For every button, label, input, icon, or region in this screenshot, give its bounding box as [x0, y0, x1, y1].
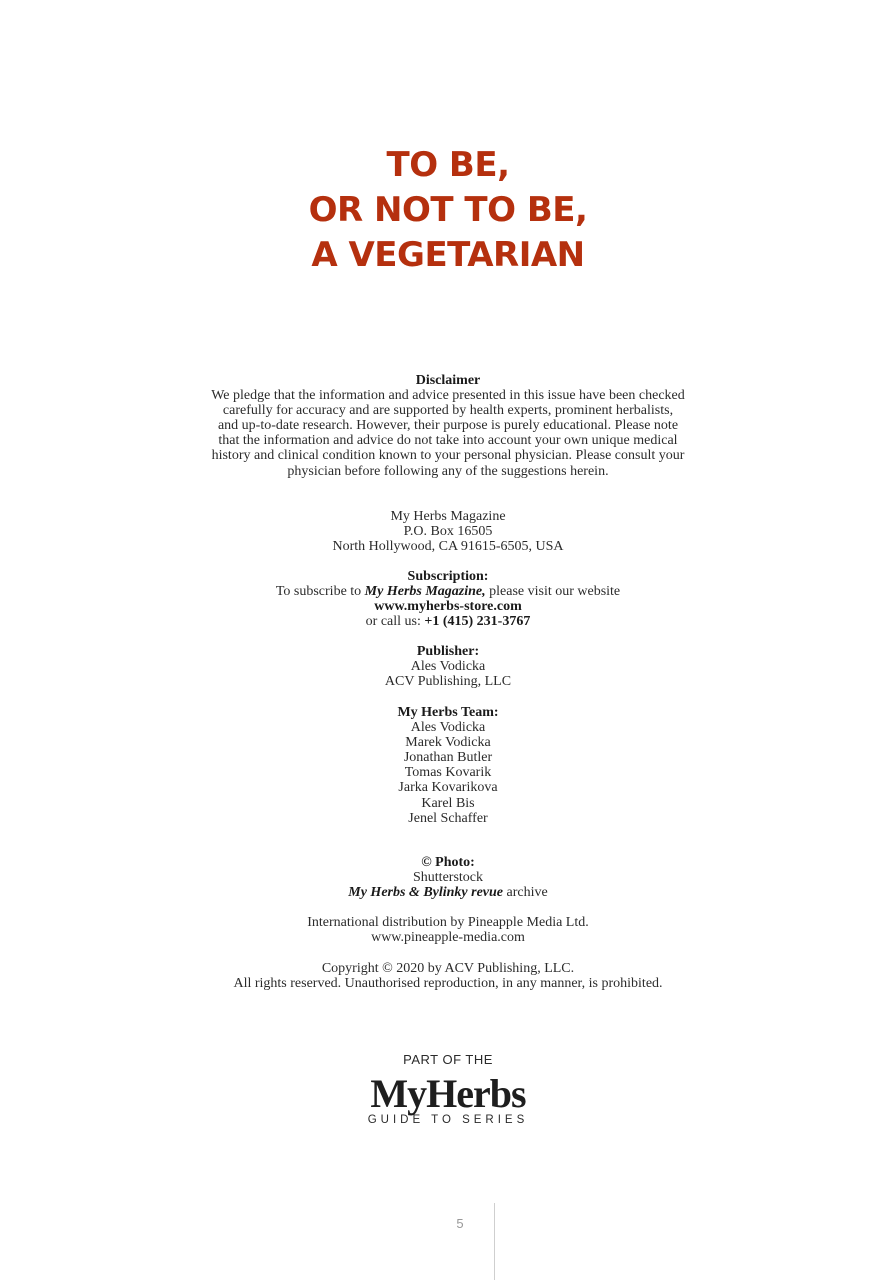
title-line-3: A VEGETARIAN — [311, 235, 585, 275]
photo-credit-line — [0, 885, 896, 900]
disclaimer-line: We pledge that the information and advice presented in this issue have been checked — [211, 388, 685, 404]
disclaimer-section — [0, 373, 896, 479]
distribution-section — [0, 915, 896, 945]
page-divider-line — [494, 1203, 495, 1280]
myherbs-logo: MyHerbs — [370, 1071, 526, 1116]
title-line-2: OR NOT TO BE, — [308, 190, 588, 230]
title-line-1: TO BE, — [386, 145, 510, 185]
team-section — [0, 705, 896, 826]
photo-heading: © Photo: — [421, 855, 475, 870]
copyright-line: All rights reserved. Unauthorised reproduction, in any manner, is prohibited. — [233, 976, 663, 992]
part-of-label: PART OF THE — [403, 1052, 493, 1067]
article-title — [0, 143, 896, 278]
archive-name: My Herbs & Bylinky revue — [348, 885, 504, 901]
team-member: Jenel Schaffer — [408, 810, 488, 826]
call-label: or call us: — [365, 614, 425, 630]
archive-suffix: archive — [503, 885, 548, 901]
disclaimer-line: carefully for accuracy and are supported by health experts, prominent herbalists, — [222, 403, 674, 419]
publisher-heading: Publisher: — [416, 644, 480, 659]
photo-credit-line: Shutterstock — [413, 870, 483, 886]
team-member: Jonathan Butler — [403, 750, 493, 766]
distribution-website-link[interactable]: www.pineapple-media.com — [371, 930, 525, 946]
team-member: Tomas Kovarik — [404, 765, 492, 781]
team-member: Ales Vodicka — [410, 720, 486, 736]
photo-credits-section — [0, 855, 896, 900]
team-member: Marek Vodicka — [405, 735, 491, 751]
store-website-link[interactable]: www.myherbs-store.com — [374, 599, 522, 615]
publisher-line: Ales Vodicka — [410, 659, 486, 675]
publisher-line: ACV Publishing, LLC — [384, 674, 512, 690]
address-line: North Hollywood, CA 91615-6505, USA — [332, 539, 564, 555]
team-heading: My Herbs Team: — [397, 705, 499, 720]
copyright-section — [0, 961, 896, 991]
disclaimer-line: history and clinical condition known to your personal physician. Please consult your — [211, 448, 685, 464]
subscription-heading: Subscription: — [407, 569, 489, 584]
phone-number: +1 (415) 231-3767 — [424, 614, 531, 630]
call-line — [0, 614, 896, 629]
subscription-text-post: please visit our website — [485, 584, 621, 600]
distribution-line: International distribution by Pineapple Media Ltd. — [307, 915, 589, 930]
magazine-name: My Herbs Magazine, — [364, 584, 486, 600]
disclaimer-line: and up-to-date research. However, their purpose is purely educational. Please note — [217, 418, 679, 434]
address-line: P.O. Box 16505 — [403, 524, 493, 540]
logo-subtitle: GUIDE TO SERIES — [367, 1114, 529, 1126]
subscription-text-pre: To subscribe to — [275, 584, 365, 600]
address-line: My Herbs Magazine — [390, 509, 506, 524]
publisher-section — [0, 644, 896, 689]
team-member: Karel Bis — [421, 795, 475, 811]
disclaimer-heading: Disclaimer — [415, 373, 481, 388]
disclaimer-line: physician before following any of the suggestions herein. — [287, 463, 609, 479]
page-number: 5 — [456, 1216, 464, 1231]
disclaimer-line: that the information and advice do not take into account your own unique medical — [218, 433, 678, 449]
copyright-line: Copyright © 2020 by ACV Publishing, LLC. — [321, 961, 575, 976]
subscription-section — [0, 569, 896, 629]
address-section — [0, 509, 896, 554]
team-member: Jarka Kovarikova — [398, 780, 498, 796]
subscription-line — [0, 584, 896, 599]
